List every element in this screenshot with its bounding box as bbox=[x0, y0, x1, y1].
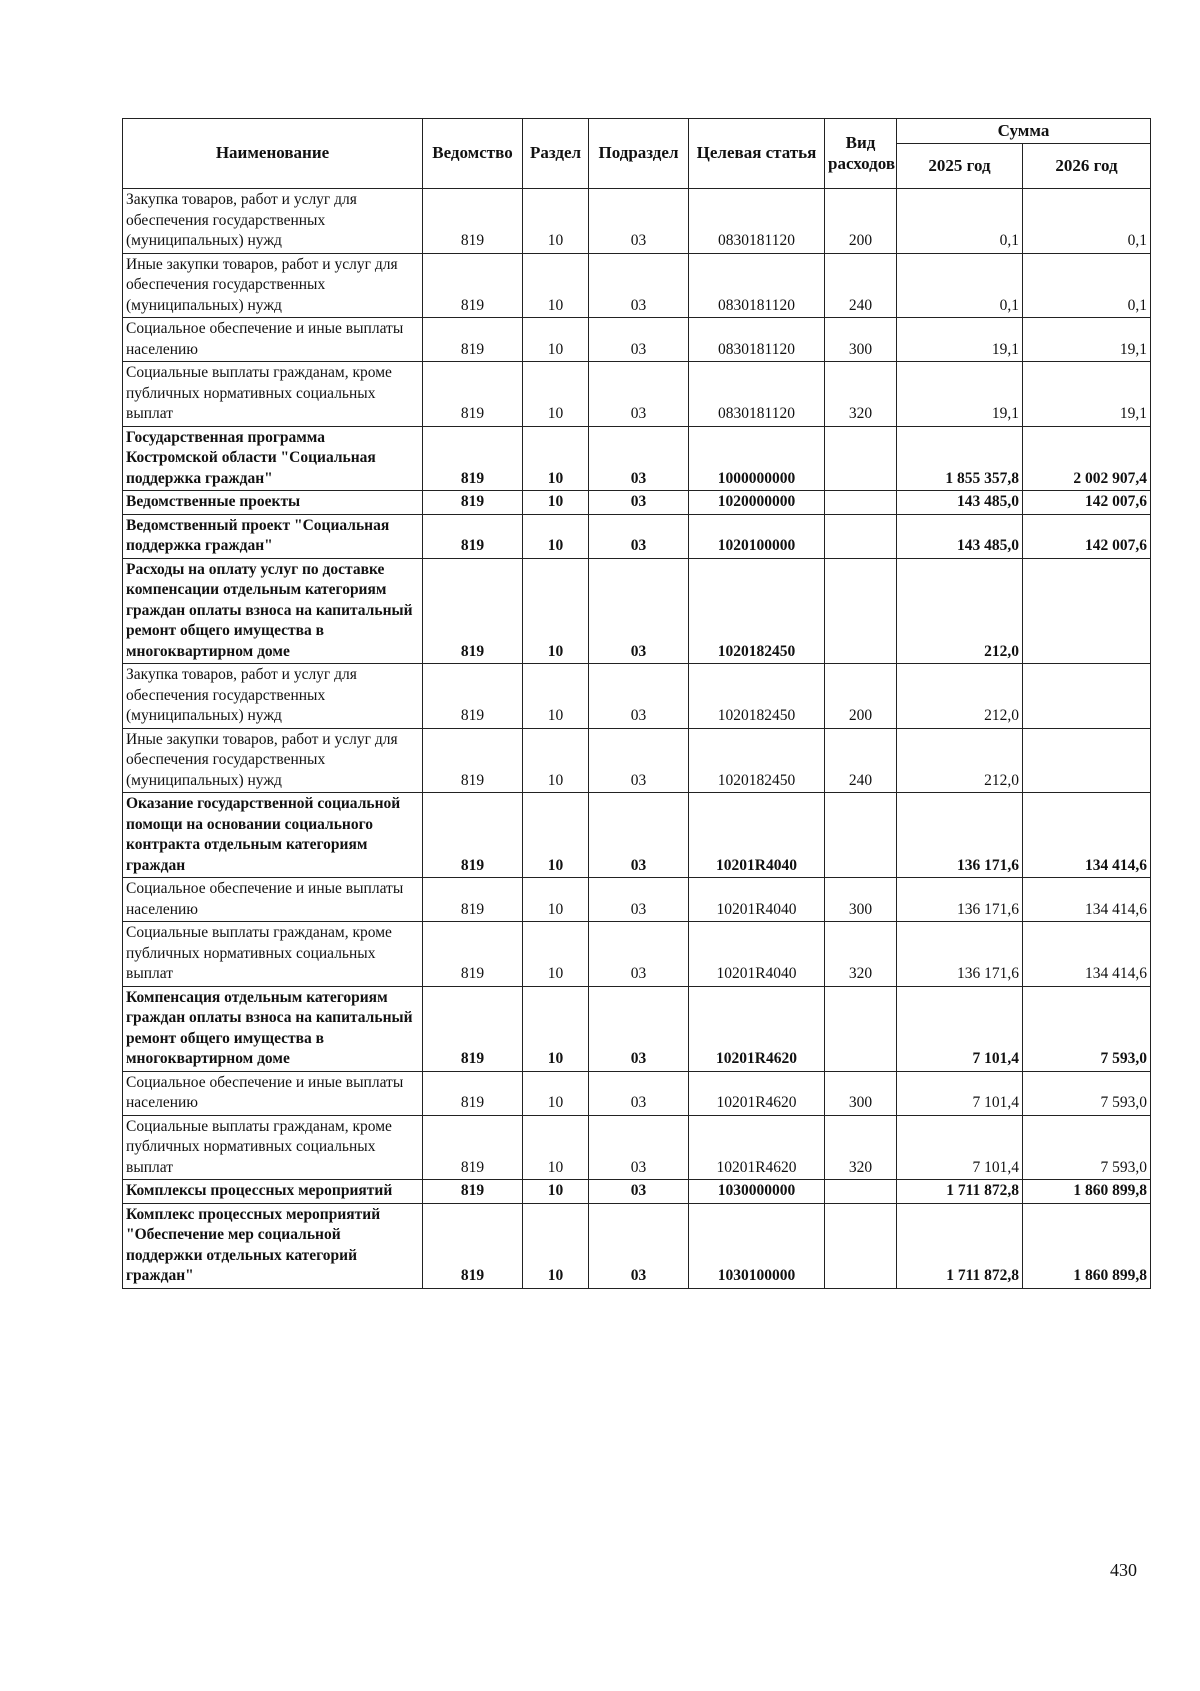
cell-vid-raskhodov bbox=[825, 1180, 897, 1204]
cell-vid-raskhodov: 300 bbox=[825, 318, 897, 362]
table-row bbox=[123, 728, 1151, 793]
table-row bbox=[123, 1203, 1151, 1288]
cell-tselevaya-statya: 10201R4620 bbox=[689, 1071, 825, 1115]
cell-podrazdel: 03 bbox=[589, 793, 689, 878]
cell-tselevaya-statya: 10201R4040 bbox=[689, 878, 825, 922]
cell-vid-raskhodov bbox=[825, 426, 897, 491]
cell-vid-raskhodov bbox=[825, 514, 897, 558]
header-year-2025: 2025 год bbox=[897, 144, 1023, 189]
table-row bbox=[123, 362, 1151, 427]
cell-sum-2026: 7 593,0 bbox=[1023, 986, 1151, 1071]
cell-tselevaya-statya: 10201R4040 bbox=[689, 793, 825, 878]
cell-podrazdel: 03 bbox=[589, 426, 689, 491]
cell-podrazdel: 03 bbox=[589, 1180, 689, 1204]
cell-razdel: 10 bbox=[523, 878, 589, 922]
cell-razdel: 10 bbox=[523, 426, 589, 491]
cell-name: Закупка товаров, работ и услуг для обеспечения государственных (муниципальных) нужд bbox=[123, 664, 423, 729]
cell-razdel: 10 bbox=[523, 1180, 589, 1204]
header-name: Наименование bbox=[123, 119, 423, 189]
table-row bbox=[123, 986, 1151, 1071]
cell-sum-2025: 212,0 bbox=[897, 664, 1023, 729]
cell-sum-2026: 0,1 bbox=[1023, 253, 1151, 318]
cell-podrazdel: 03 bbox=[589, 664, 689, 729]
cell-podrazdel: 03 bbox=[589, 253, 689, 318]
cell-tselevaya-statya: 1020182450 bbox=[689, 664, 825, 729]
cell-tselevaya-statya: 10201R4620 bbox=[689, 986, 825, 1071]
cell-razdel: 10 bbox=[523, 318, 589, 362]
cell-sum-2026: 134 414,6 bbox=[1023, 922, 1151, 987]
cell-podrazdel: 03 bbox=[589, 558, 689, 664]
cell-sum-2025: 1 855 357,8 bbox=[897, 426, 1023, 491]
cell-sum-2025: 19,1 bbox=[897, 362, 1023, 427]
cell-name: Социальное обеспечение и иные выплаты населению bbox=[123, 318, 423, 362]
cell-sum-2026: 2 002 907,4 bbox=[1023, 426, 1151, 491]
cell-vid-raskhodov: 200 bbox=[825, 189, 897, 254]
cell-vedomstvo: 819 bbox=[423, 922, 523, 987]
table-row bbox=[123, 558, 1151, 664]
cell-name: Расходы на оплату услуг по доставке компенсации отдельным категориям граждан оплаты взноса на капитальный ремонт общего имущества в многоквартирном доме bbox=[123, 558, 423, 664]
cell-name: Иные закупки товаров, работ и услуг для обеспечения государственных (муниципальных) нужд bbox=[123, 253, 423, 318]
cell-vedomstvo: 819 bbox=[423, 728, 523, 793]
cell-razdel: 10 bbox=[523, 558, 589, 664]
cell-vedomstvo: 819 bbox=[423, 1203, 523, 1288]
cell-sum-2025: 1 711 872,8 bbox=[897, 1180, 1023, 1204]
cell-razdel: 10 bbox=[523, 1203, 589, 1288]
cell-vid-raskhodov: 300 bbox=[825, 878, 897, 922]
cell-sum-2026: 19,1 bbox=[1023, 362, 1151, 427]
cell-sum-2025: 7 101,4 bbox=[897, 986, 1023, 1071]
cell-name: Компенсация отдельным категориям граждан оплаты взноса на капитальный ремонт общего имущества в многоквартирном доме bbox=[123, 986, 423, 1071]
cell-podrazdel: 03 bbox=[589, 318, 689, 362]
cell-vid-raskhodov: 240 bbox=[825, 253, 897, 318]
cell-podrazdel: 03 bbox=[589, 878, 689, 922]
cell-razdel: 10 bbox=[523, 514, 589, 558]
cell-vid-raskhodov bbox=[825, 1203, 897, 1288]
header-summa: Сумма bbox=[897, 119, 1151, 144]
cell-razdel: 10 bbox=[523, 728, 589, 793]
cell-vedomstvo: 819 bbox=[423, 426, 523, 491]
cell-sum-2025: 7 101,4 bbox=[897, 1071, 1023, 1115]
cell-vid-raskhodov: 200 bbox=[825, 664, 897, 729]
table-row bbox=[123, 793, 1151, 878]
cell-vedomstvo: 819 bbox=[423, 1180, 523, 1204]
cell-sum-2026: 1 860 899,8 bbox=[1023, 1180, 1151, 1204]
cell-tselevaya-statya: 0830181120 bbox=[689, 253, 825, 318]
cell-razdel: 10 bbox=[523, 922, 589, 987]
cell-razdel: 10 bbox=[523, 1115, 589, 1180]
cell-sum-2025: 136 171,6 bbox=[897, 793, 1023, 878]
table-row bbox=[123, 253, 1151, 318]
cell-tselevaya-statya: 10201R4040 bbox=[689, 922, 825, 987]
cell-tselevaya-statya: 1020182450 bbox=[689, 558, 825, 664]
cell-name: Государственная программа Костромской области "Социальная поддержка граждан" bbox=[123, 426, 423, 491]
cell-razdel: 10 bbox=[523, 664, 589, 729]
cell-name: Социальное обеспечение и иные выплаты населению bbox=[123, 1071, 423, 1115]
table-body bbox=[123, 189, 1151, 1289]
cell-sum-2025: 136 171,6 bbox=[897, 878, 1023, 922]
cell-razdel: 10 bbox=[523, 793, 589, 878]
table-row bbox=[123, 1115, 1151, 1180]
cell-tselevaya-statya: 10201R4620 bbox=[689, 1115, 825, 1180]
cell-sum-2025: 1 711 872,8 bbox=[897, 1203, 1023, 1288]
cell-vedomstvo: 819 bbox=[423, 491, 523, 515]
cell-tselevaya-statya: 1020100000 bbox=[689, 514, 825, 558]
table-row bbox=[123, 1180, 1151, 1204]
cell-sum-2026: 142 007,6 bbox=[1023, 491, 1151, 515]
header-razdel: Раздел bbox=[523, 119, 589, 189]
table-row bbox=[123, 1071, 1151, 1115]
cell-sum-2026: 1 860 899,8 bbox=[1023, 1203, 1151, 1288]
header-podrazdel: Подраздел bbox=[589, 119, 689, 189]
cell-vid-raskhodov: 320 bbox=[825, 1115, 897, 1180]
cell-vedomstvo: 819 bbox=[423, 253, 523, 318]
cell-podrazdel: 03 bbox=[589, 189, 689, 254]
cell-vid-raskhodov bbox=[825, 491, 897, 515]
cell-razdel: 10 bbox=[523, 362, 589, 427]
cell-tselevaya-statya: 1000000000 bbox=[689, 426, 825, 491]
cell-vedomstvo: 819 bbox=[423, 1115, 523, 1180]
table-row bbox=[123, 514, 1151, 558]
cell-name: Социальные выплаты гражданам, кроме публичных нормативных социальных выплат bbox=[123, 362, 423, 427]
table-row bbox=[123, 189, 1151, 254]
page-number: 430 bbox=[1110, 1560, 1137, 1580]
cell-name: Комплексы процессных мероприятий bbox=[123, 1180, 423, 1204]
cell-podrazdel: 03 bbox=[589, 1071, 689, 1115]
cell-razdel: 10 bbox=[523, 189, 589, 254]
budget-table bbox=[122, 118, 1151, 1289]
cell-podrazdel: 03 bbox=[589, 728, 689, 793]
cell-vedomstvo: 819 bbox=[423, 793, 523, 878]
cell-podrazdel: 03 bbox=[589, 362, 689, 427]
cell-sum-2026: 0,1 bbox=[1023, 189, 1151, 254]
cell-podrazdel: 03 bbox=[589, 491, 689, 515]
cell-sum-2026: 142 007,6 bbox=[1023, 514, 1151, 558]
cell-sum-2026: 7 593,0 bbox=[1023, 1071, 1151, 1115]
table-row bbox=[123, 491, 1151, 515]
cell-razdel: 10 bbox=[523, 986, 589, 1071]
cell-vedomstvo: 819 bbox=[423, 664, 523, 729]
cell-sum-2025: 143 485,0 bbox=[897, 491, 1023, 515]
cell-name: Социальные выплаты гражданам, кроме публичных нормативных социальных выплат bbox=[123, 922, 423, 987]
table-row bbox=[123, 922, 1151, 987]
header-tselevaya-statya: Целевая статья bbox=[689, 119, 825, 189]
cell-vedomstvo: 819 bbox=[423, 878, 523, 922]
cell-name: Ведомственные проекты bbox=[123, 491, 423, 515]
cell-vedomstvo: 819 bbox=[423, 986, 523, 1071]
cell-name: Иные закупки товаров, работ и услуг для обеспечения государственных (муниципальных) нужд bbox=[123, 728, 423, 793]
cell-sum-2025: 19,1 bbox=[897, 318, 1023, 362]
cell-vid-raskhodov bbox=[825, 986, 897, 1071]
cell-vedomstvo: 819 bbox=[423, 514, 523, 558]
cell-vid-raskhodov bbox=[825, 558, 897, 664]
cell-sum-2025: 143 485,0 bbox=[897, 514, 1023, 558]
cell-vedomstvo: 819 bbox=[423, 189, 523, 254]
cell-vid-raskhodov: 300 bbox=[825, 1071, 897, 1115]
header-vedomstvo: Ведомство bbox=[423, 119, 523, 189]
cell-razdel: 10 bbox=[523, 491, 589, 515]
table-row bbox=[123, 318, 1151, 362]
cell-sum-2026: 134 414,6 bbox=[1023, 878, 1151, 922]
cell-sum-2026 bbox=[1023, 728, 1151, 793]
cell-podrazdel: 03 bbox=[589, 1203, 689, 1288]
table-row bbox=[123, 664, 1151, 729]
cell-sum-2026: 7 593,0 bbox=[1023, 1115, 1151, 1180]
cell-tselevaya-statya: 1030100000 bbox=[689, 1203, 825, 1288]
cell-tselevaya-statya: 0830181120 bbox=[689, 189, 825, 254]
cell-podrazdel: 03 bbox=[589, 922, 689, 987]
cell-sum-2026 bbox=[1023, 664, 1151, 729]
cell-vid-raskhodov: 320 bbox=[825, 362, 897, 427]
cell-podrazdel: 03 bbox=[589, 986, 689, 1071]
cell-tselevaya-statya: 1020000000 bbox=[689, 491, 825, 515]
cell-vid-raskhodov: 320 bbox=[825, 922, 897, 987]
cell-tselevaya-statya: 1030000000 bbox=[689, 1180, 825, 1204]
cell-vedomstvo: 819 bbox=[423, 1071, 523, 1115]
header-vid-raskhodov: Вид расходов bbox=[825, 119, 897, 189]
cell-vedomstvo: 819 bbox=[423, 318, 523, 362]
cell-vid-raskhodov bbox=[825, 793, 897, 878]
cell-vedomstvo: 819 bbox=[423, 362, 523, 427]
cell-sum-2025: 0,1 bbox=[897, 253, 1023, 318]
cell-podrazdel: 03 bbox=[589, 514, 689, 558]
cell-sum-2025: 136 171,6 bbox=[897, 922, 1023, 987]
cell-sum-2025: 212,0 bbox=[897, 728, 1023, 793]
cell-tselevaya-statya: 1020182450 bbox=[689, 728, 825, 793]
cell-tselevaya-statya: 0830181120 bbox=[689, 318, 825, 362]
cell-sum-2026: 19,1 bbox=[1023, 318, 1151, 362]
cell-sum-2026: 134 414,6 bbox=[1023, 793, 1151, 878]
cell-name: Закупка товаров, работ и услуг для обеспечения государственных (муниципальных) нужд bbox=[123, 189, 423, 254]
cell-name: Комплекс процессных мероприятий "Обеспечение мер социальной поддержки отдельных категорий граждан" bbox=[123, 1203, 423, 1288]
table-row bbox=[123, 426, 1151, 491]
table-row bbox=[123, 878, 1151, 922]
header-year-2026: 2026 год bbox=[1023, 144, 1151, 189]
cell-podrazdel: 03 bbox=[589, 1115, 689, 1180]
cell-sum-2025: 212,0 bbox=[897, 558, 1023, 664]
cell-razdel: 10 bbox=[523, 253, 589, 318]
cell-razdel: 10 bbox=[523, 1071, 589, 1115]
cell-sum-2025: 0,1 bbox=[897, 189, 1023, 254]
cell-sum-2026 bbox=[1023, 558, 1151, 664]
table-header bbox=[123, 119, 1151, 189]
cell-name: Ведомственный проект "Социальная поддержка граждан" bbox=[123, 514, 423, 558]
cell-name: Оказание государственной социальной помощи на основании социального контракта отдельным категориям граждан bbox=[123, 793, 423, 878]
cell-name: Социальное обеспечение и иные выплаты населению bbox=[123, 878, 423, 922]
cell-name: Социальные выплаты гражданам, кроме публичных нормативных социальных выплат bbox=[123, 1115, 423, 1180]
cell-sum-2025: 7 101,4 bbox=[897, 1115, 1023, 1180]
cell-vid-raskhodov: 240 bbox=[825, 728, 897, 793]
cell-vedomstvo: 819 bbox=[423, 558, 523, 664]
cell-tselevaya-statya: 0830181120 bbox=[689, 362, 825, 427]
